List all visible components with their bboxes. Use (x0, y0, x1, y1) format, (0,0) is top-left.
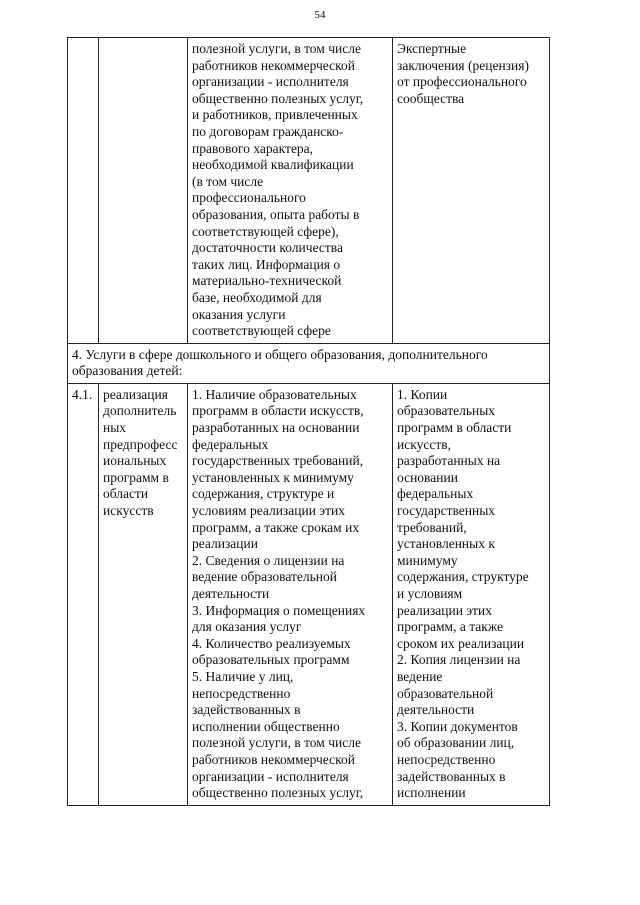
requirements-cell (188, 38, 393, 344)
text-line: 3. Копии документов (397, 718, 518, 734)
text-line: ных (103, 420, 127, 436)
section-heading-text (72, 347, 546, 380)
text-line: заключения (рецензия) (397, 57, 529, 73)
text-line: программ в области искусств, (192, 403, 364, 419)
text-line: 4. Количество реализуемых (192, 635, 351, 651)
text-line: и работников, привлеченных (192, 107, 358, 123)
text-line: и условиям (397, 586, 463, 601)
text-line: таких лиц. Информация о (192, 256, 341, 272)
service-name-cell (99, 383, 188, 805)
text-line: общественно полезных услуг, (192, 785, 364, 801)
text-line: содержания, структуре и (192, 486, 335, 502)
text-line: 5. Наличие у лиц, (192, 668, 294, 684)
text-line: федеральных (397, 486, 474, 502)
text-line: искусств, (397, 436, 451, 452)
text-line: материально-технической (192, 273, 342, 289)
text-line: организации - исполнителя (192, 768, 349, 784)
text-line: деятельности (192, 586, 270, 601)
text-line: образовательных программ (192, 652, 350, 668)
text-line: установленных к (397, 536, 495, 552)
text-line: 1. Копии (397, 386, 448, 402)
text-line: организации - исполнителя (192, 74, 349, 90)
requirements-text (192, 387, 389, 802)
continuation-row (68, 38, 550, 344)
text-line: сроком их реализации (397, 635, 525, 651)
text-line: (в том числе (192, 173, 264, 189)
text-line: соответствующей сфере (192, 323, 331, 339)
service-name-cell (99, 38, 188, 344)
text-line: непосредственно (192, 685, 291, 701)
text-line: соответствующей сфере), (192, 223, 339, 239)
text-line: для оказания услуг (192, 619, 302, 635)
documents-text (397, 387, 546, 802)
text-line: необходимой квалификации (192, 157, 354, 173)
text-line: области (103, 486, 149, 502)
documents-cell (393, 383, 550, 805)
text-line: работников некоммерческой (192, 57, 355, 73)
text-line: общественно полезных услуг, (192, 90, 364, 106)
text-line: деятельности (397, 702, 475, 718)
text-line: исполнении (397, 785, 466, 801)
text-line: оказания услуги (192, 306, 286, 322)
item-number: 4.1. (68, 383, 99, 805)
text-line: ведение (397, 668, 443, 684)
text-line: 4. Услуги в сфере дошкольного и общего образования, дополнительного (72, 346, 488, 362)
text-line: Экспертные (397, 41, 467, 56)
text-line: по договорам гражданско- (192, 123, 344, 139)
text-line: содержания, структуре (397, 569, 529, 585)
text-line: достаточности количества (192, 240, 343, 256)
text-line: 1. Наличие образовательных (192, 386, 357, 402)
text-line: установленных к минимуму (192, 469, 354, 485)
page-number: 54 (314, 9, 326, 21)
service-name-text (103, 387, 184, 520)
text-line: дополнитель (103, 403, 177, 419)
text-line: базе, необходимой для (192, 289, 322, 305)
text-line: минимуму (397, 552, 458, 568)
text-line: программ в области (397, 420, 512, 436)
text-line: 2. Сведения о лицензии на (192, 552, 345, 568)
text-line: программ в (103, 469, 169, 485)
text-line: разработанных на (397, 453, 501, 469)
text-line: непосредственно (397, 751, 496, 767)
documents-cell (393, 38, 550, 344)
text-line: реализации (192, 536, 258, 552)
text-line: реализация (103, 386, 168, 402)
text-line: полезной услуги, в том числе (192, 735, 361, 751)
text-line: работников некоммерческой (192, 751, 355, 767)
text-line: государственных (397, 503, 496, 519)
text-line: образования детей: (72, 363, 183, 379)
text-line: задействованных в (192, 702, 301, 718)
section-heading (68, 343, 550, 383)
text-line: реализации этих (397, 602, 493, 618)
text-line: исполнении общественно (192, 718, 340, 734)
requirements-cell (188, 383, 393, 805)
text-line: от профессионального (397, 74, 527, 90)
section-header-row (68, 343, 550, 383)
text-line: программ, а также срокам их (192, 519, 360, 535)
text-line: разработанных на основании (192, 420, 360, 436)
text-line: об образовании лиц, (397, 735, 515, 751)
number-cell (68, 38, 99, 344)
text-line: требований, (397, 519, 467, 535)
requirements-text (192, 41, 389, 340)
text-line: условиям реализации этих (192, 503, 345, 519)
text-line: образования, опыта работы в (192, 206, 360, 222)
documents-text (397, 41, 546, 107)
text-line: задействованных в (397, 768, 506, 784)
text-line: государственных требований, (192, 453, 364, 469)
text-line: полезной услуги, в том числе (192, 41, 361, 56)
text-line: сообщества (397, 90, 465, 106)
text-line: 3. Информация о помещениях (192, 602, 366, 618)
text-line: ведение образовательной (192, 569, 337, 585)
text-line: правового характера, (192, 140, 314, 156)
text-line: образовательных (397, 403, 496, 419)
text-line: основании (397, 469, 458, 485)
text-line: федеральных (192, 436, 269, 452)
text-line: 2. Копия лицензии на (397, 652, 521, 668)
text-line: предпрофесс (103, 436, 178, 452)
text-line: программ, а также (397, 619, 503, 635)
text-line: профессионального (192, 190, 306, 206)
text-line: искусств (103, 503, 154, 519)
text-line: образовательной (397, 685, 494, 701)
table-row (68, 383, 550, 805)
text-line: иональных (103, 453, 167, 469)
criteria-table (67, 37, 550, 806)
